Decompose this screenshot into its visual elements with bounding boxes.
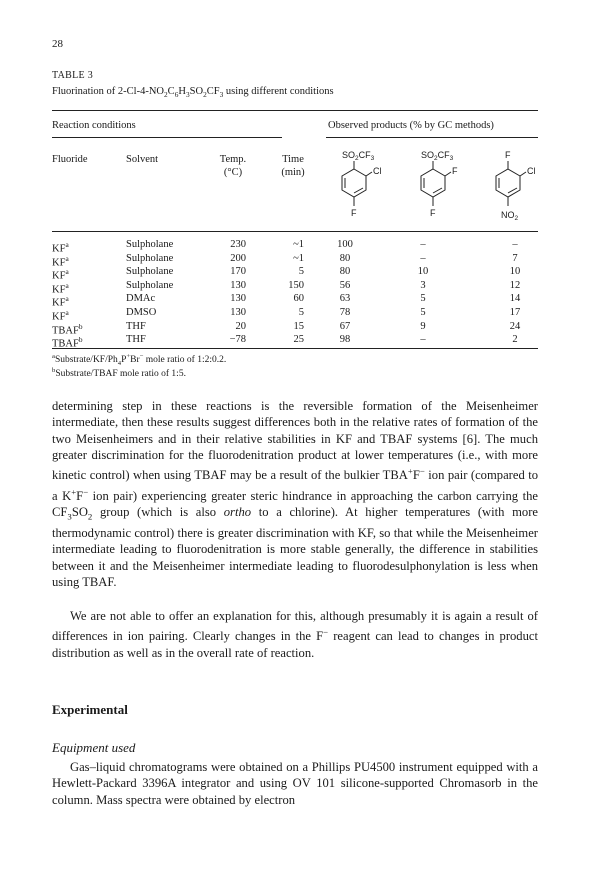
benzene-ring-2 [407,148,467,226]
cell-p3: 12 [509,279,521,291]
cell-p3: 2 [512,334,518,346]
cell-fluoride: $KF^a$ [52,253,69,269]
cell-p2: 9 [420,320,426,332]
cell-temp: 130 [230,307,246,318]
cell-fluoride: $KF^a$ [52,280,69,296]
cell-time: 60 [293,293,304,305]
cell-fluoride: TBAF$^b$ [52,335,83,350]
product-structure-3 [482,148,542,233]
cell-p1: 78 [339,307,351,318]
cell-fluoride: TBAF$^b$ [52,321,83,337]
paragraph-2: We are not able to offer an explanation for this, although presumably it is again a result of differences in ion pairing. Clearly changes in the F− reagent can lead to changes in product distribution as well as in the overall rate of reaction. [52,609,538,660]
cell-time: 150 [288,279,304,291]
product-structure-2 [407,148,467,231]
cell-p3: 24 [509,320,521,332]
cell-solvent: Sulpholane [126,252,174,264]
cell-time: 25 [293,334,304,346]
group-header-conditions: Reaction conditions [52,120,136,131]
paragraph-1: determining step in these reactions is the reversible formation of the Meisenheimer intermediate, then these results suggest differences both in the relative rates of formation of the two Meisenheimers and in their relative stabilities in KF and TBAF systems [6]. The much greater discrimination for the fluorodenitration product at lower temperatures (i.e., with more kinetic control) when using TBAF may be a result of the bulkier TBA+F− ion pair (compared to a K+F− ion pair) experiencing greater steric hindrance in approaching the carbon carrying the $CF_3SO_2$ group (which is also ortho to a chlorine). At higher temperatures (with more thermodynamic control) there is greater discrimination with KF, so that while the Meisenheimer intermediate leading to fluorodenitration is more stable generally, the difference in stabilities between it and the Meisenheimer intermediate leading to fluorodesulphonylation is less when using TBAF. [52,399,539,589]
cell-p2: 5 [420,293,426,305]
table-top-rule [52,110,538,111]
cell-solvent: Sulpholane [126,266,174,278]
substituent-side: F [452,166,458,176]
cell-p2: – [420,334,426,346]
cell-p2: 10 [417,266,429,278]
column-header-fluoride: Fluoride [52,154,88,165]
cell-p1: 98 [339,334,351,346]
substituent-top: $SO_2CF_3$ [421,150,454,162]
substituent-bottom: F [430,208,436,218]
cell-temp: 200 [230,252,246,264]
cell-solvent: DMAc [126,293,156,305]
cell-p3: 17 [509,307,521,318]
column-header-temp: Temp. (°C) [219,154,247,178]
substituent-side: Cl [527,166,536,176]
cell-solvent: Sulpholane [126,279,174,291]
paragraph-equipment: Gas–liquid chromatograms were obtained on a Phillips PU4500 instrument equipped with a Hewlett-Packard 3396A integrator and using OV 101 silicone-supported Chromasorb in the column. Mass spectra were obtained by electron [52,760,538,807]
table-bottom-rule [52,348,538,349]
cell-time: ~1 [293,239,304,250]
cell-p3: – [512,239,518,250]
page-number: 28 [52,38,63,50]
conditions-rule [52,137,282,138]
table-header-rule [52,231,538,232]
cell-p1: 63 [339,293,351,305]
substituent-side: Cl [373,166,382,176]
cell-time: 15 [293,320,304,332]
substituent-top: $SO_2CF_3$ [342,150,375,162]
cell-temp: 130 [230,279,246,291]
benzene-ring-3 [482,148,542,228]
product-structure-1 [328,148,388,231]
cell-fluoride: $KF^a$ [52,308,69,323]
cell-temp: 170 [230,266,246,278]
substituent-bottom: $NO_2$ [501,210,519,222]
cell-temp: 130 [230,293,246,305]
cell-p3: 14 [509,293,521,305]
substituent-bottom: F [351,208,357,218]
cell-p1: 80 [339,252,351,264]
cell-solvent: DMSO [126,307,157,318]
subsection-heading-equipment: Equipment used [52,740,136,755]
substituent-top: F [505,150,511,160]
cell-fluoride: $KF^a$ [52,240,69,255]
cell-fluoride: $KF^a$ [52,267,69,282]
footnote-b: $^b$Substrate/TBAF mole ratio of 1:5. [52,367,186,380]
cell-p1: 80 [339,266,351,278]
group-header-products: Observed products (% by GC methods) [328,120,494,131]
table-caption: Fluorination of $2-Cl-4-NO_2C_6H_3SO_2CF_3$ using different conditions [52,86,334,100]
cell-p2: – [420,252,426,264]
products-rule [326,137,538,138]
cell-p3: 10 [509,266,521,278]
cell-fluoride: $KF^a$ [52,294,69,309]
cell-temp: 230 [230,239,246,250]
cell-time: 5 [298,266,304,278]
cell-temp: 20 [235,320,246,332]
cell-time: 5 [298,307,304,318]
cell-p2: 5 [420,307,426,318]
table-label: TABLE 3 [52,70,94,81]
benzene-ring-1 [328,148,388,226]
cell-p2: 3 [420,279,426,291]
cell-p1: 56 [339,279,351,291]
cell-solvent: Sulpholane [126,239,174,250]
column-header-solvent: Solvent [126,154,159,165]
cell-p2: – [420,239,426,250]
cell-solvent: THF [126,334,146,346]
section-heading-experimental: Experimental [52,702,128,717]
cell-temp: −78 [229,334,246,346]
footnote-a: $^aSubstrate/KF/Ph_4P^+Br^-$ mole ratio of 1:2:0.2. [52,353,227,368]
cell-p1: 67 [339,320,351,332]
column-header-time: Time (min) [281,154,305,178]
cell-time: ~1 [293,252,304,264]
cell-solvent: THF [126,320,146,332]
cell-p1: 100 [337,239,353,250]
cell-p3: 7 [512,252,518,264]
